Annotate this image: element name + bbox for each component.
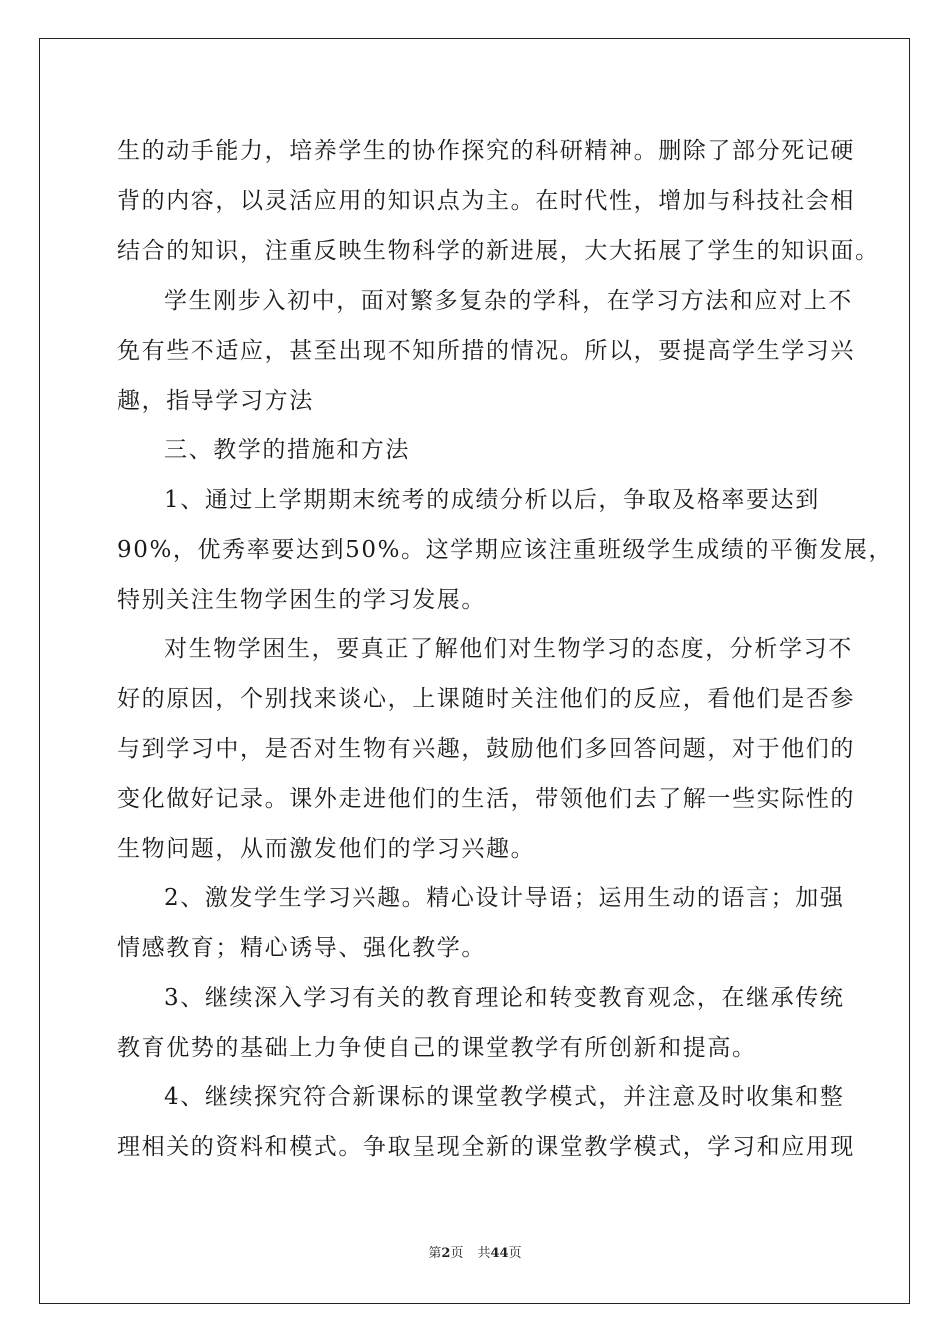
text-line: 理相关的资料和模式。争取呈现全新的课堂教学模式，学习和应用现 — [117, 1134, 855, 1160]
page-current: 2 — [441, 1246, 451, 1261]
text-line: 好的原因，个别找来谈心，上课随时关注他们的反应，看他们是否参 — [117, 686, 855, 712]
paragraph-first-line: 4、继续探究符合新课标的课堂教学模式，并注意及时收集和整 — [164, 1084, 845, 1110]
text-line: 免有些不适应，甚至出现不知所措的情况。所以，要提高学生学习兴 — [117, 338, 855, 364]
page-border — [39, 38, 910, 1304]
text-line: 变化做好记录。课外走进他们的生活，带领他们去了解一些实际性的 — [117, 786, 855, 812]
text-line: 生的动手能力，培养学生的协作探究的科研精神。删除了部分死记硬 — [117, 138, 855, 164]
text-line: 特别关注生物学困生的学习发展。 — [117, 587, 486, 613]
paragraph-first-line: 3、继续深入学习有关的教育理论和转变教育观念，在继承传统 — [164, 985, 845, 1011]
paragraph-first-line: 1、通过上学期期末统考的成绩分析以后，争取及格率要达到 — [164, 487, 820, 513]
paragraph-first-line: 对生物学困生，要真正了解他们对生物学习的态度，分析学习不 — [164, 636, 853, 662]
text-line: 情感教育；精心诱导、强化教学。 — [117, 935, 486, 961]
text-line: 教育优势的基础上力争使自己的课堂教学有所创新和提高。 — [117, 1035, 757, 1061]
text-line: 结合的知识，注重反映生物科学的新进展，大大拓展了学生的知识面。 — [117, 238, 880, 264]
text-line: 趣，指导学习方法 — [117, 388, 314, 414]
section-heading: 三、教学的措施和方法 — [164, 437, 410, 463]
total-suffix: 页 — [508, 1246, 522, 1261]
text-line: 背的内容，以灵活应用的知识点为主。在时代性，增加与科技社会相 — [117, 188, 855, 214]
page-total: 44 — [490, 1246, 509, 1261]
text-line: 90%，优秀率要达到50%。这学期应该注重班级学生成绩的平衡发展， — [117, 537, 894, 563]
page-suffix: 页 — [450, 1246, 464, 1261]
text-line: 生物问题，从而激发他们的学习兴趣。 — [117, 836, 536, 862]
total-prefix: 共 — [477, 1246, 491, 1261]
paragraph-first-line: 学生刚步入初中，面对繁多复杂的学科，在学习方法和应对上不 — [164, 288, 853, 314]
paragraph-first-line: 2、激发学生学习兴趣。精心设计导语；运用生动的语言；加强 — [164, 885, 845, 911]
text-line: 与到学习中，是否对生物有兴趣，鼓励他们多回答问题，对于他们的 — [117, 736, 855, 762]
page-prefix: 第 — [428, 1246, 442, 1261]
page-footer — [0, 1245, 950, 1263]
